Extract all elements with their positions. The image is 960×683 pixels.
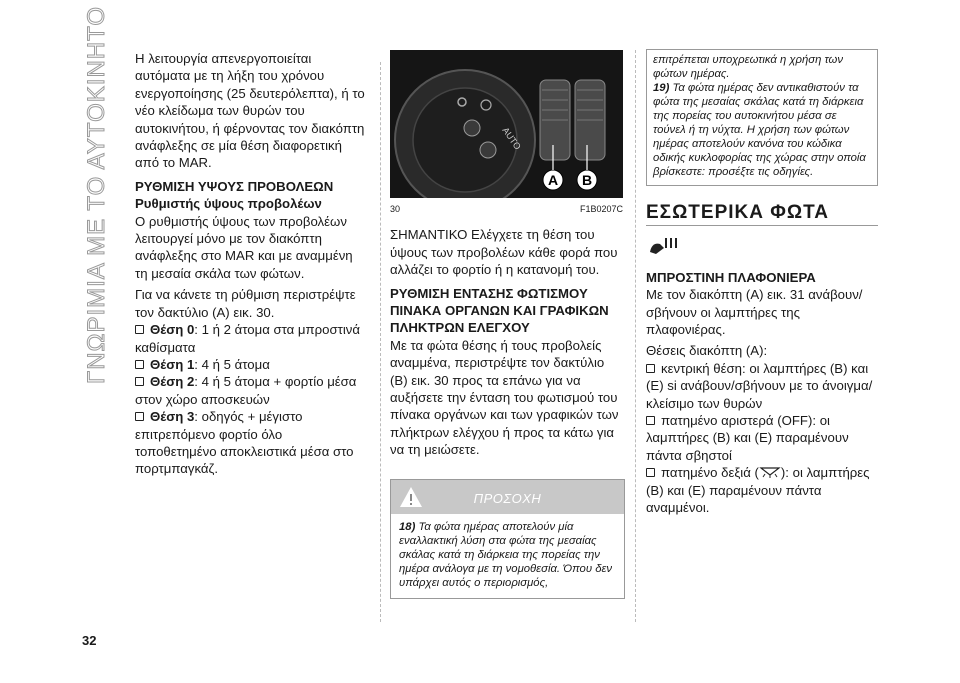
paragraph: Για να κάνετε τη ρύθμιση περιστρέψτε τον δακτύλιο (A) εικ. 30. bbox=[135, 287, 356, 320]
checkbox-bullet-icon bbox=[646, 468, 655, 477]
column-divider bbox=[380, 62, 382, 622]
figure-number: 30 bbox=[390, 204, 401, 214]
chapter-sidebar bbox=[80, 5, 114, 385]
paragraph: Με τον διακόπτη (A) εικ. 31 ανάβουν/σβήνουν οι λαμπτήρες της πλαφονιέρας. bbox=[646, 287, 863, 338]
warning-continuation: επιτρέπεται υποχρεωτικά η χρήση των φώτων ημέρας. 19) Τα φώτα ημέρας δεν αντικαθιστούν τα φώτα της μεσαίας σκάλας κατά τη διάρκεια της πορείας του αυτοκινήτου μέσα σε τούνελ ή τη νύχτα. Η χρήση των φώτων ημέρας αποτελούν κανόνα του κώδικα οδικής κυκλοφορίας της χώρας στην οποία βρίσκεστε: προσέξτε τις οδηγίες. bbox=[646, 49, 878, 186]
paragraph: Θέσεις διακόπτη (A): bbox=[646, 343, 768, 359]
figure-caption bbox=[390, 201, 623, 218]
door-open-lamp-icon bbox=[759, 466, 781, 478]
column-3 bbox=[646, 50, 878, 517]
intro-paragraph: Η λειτουργία απενεργοποιείται αυτόματα με τη λήξη του χρόνου ενεργοποίησης (25 δευτερόλεπτα), ή το νέο κλείδωμα των θυρών του αυτοκινήτου, ή φέρνοντας τον διακόπτη ανάφλεξης σε μία θέση διαφορετική από το MAR. bbox=[135, 51, 365, 171]
column-divider bbox=[635, 50, 637, 622]
sub-heading: Ρυθμιστής ύψους προβολέων bbox=[135, 196, 322, 212]
checkbox-bullet-icon bbox=[135, 412, 144, 421]
figure-code: F1B0207C bbox=[579, 204, 623, 214]
paragraph: Ο ρυθμιστής ύψους των προβολέων λειτουργεί μόνο με τον διακόπτη ανάφλεξης στο MAR και με αναμμένη τη μεσαία σκάλα των φώτων. bbox=[135, 213, 353, 281]
warning-header bbox=[391, 480, 624, 514]
checkbox-bullet-icon bbox=[646, 364, 655, 373]
checkbox-bullet-icon bbox=[646, 416, 655, 425]
section-heading: ΡΥΘΜΙΣΗ ΕΝΤΑΣΗΣ ΦΩΤΙΣΜΟΥ ΠΙΝΑΚΑ ΟΡΓΑΝΩΝ ΚΑΙ ΓΡΑΦΙΚΩΝ ΠΛΗΚΤΡΩΝ ΕΛΕΓΧΟΥ bbox=[390, 285, 609, 336]
warning-title: ΠΡΟΣΟΧΗ bbox=[473, 490, 542, 506]
column-1 bbox=[135, 50, 367, 478]
list-item: Θέση 0: 1 ή 2 άτομα στα μπροστινά καθίσματα bbox=[135, 322, 360, 355]
figure-30-light-switch bbox=[390, 50, 623, 198]
column-2 bbox=[390, 50, 623, 599]
list-item: πατημένο δεξιά ( ): οι λαμπτήρες (B) και (E) παραμένουν πάντα αναμμένοι. bbox=[646, 465, 870, 516]
page-number: 32 bbox=[82, 633, 97, 648]
checkbox-bullet-icon bbox=[135, 377, 144, 386]
interior-light-icon bbox=[646, 234, 878, 262]
chapter-title: ΓΝΩΡΙΜΙΑ ΜΕ ΤΟ ΑΥΤΟΚΙΝΗΤΟ bbox=[83, 5, 110, 385]
section-title: ΕΣΩΤΕΡΙΚΑ ΦΩΤΑ bbox=[646, 204, 878, 226]
callout-b: B bbox=[582, 172, 593, 188]
list-item: Θέση 3: οδηγός + μέγιστο επιτρεπόμενο φορτίο όλο τοποθετημένο αποκλειστικά μέσα στο πορτμπαγκάζ. bbox=[135, 409, 354, 477]
list-item: Θέση 1: 4 ή 5 άτομα bbox=[135, 356, 367, 373]
list-item: Θέση 2: 4 ή 5 άτομα + φορτίο μέσα στον χώρο αποσκευών bbox=[135, 374, 357, 407]
checkbox-bullet-icon bbox=[135, 360, 144, 369]
important-note: ΣΗΜΑΝΤΙΚΟ Ελέγχετε τη θέση του ύψους των προβολέων κάθε φορά που αλλάζει το φορτίο ή η κατανομή του. bbox=[390, 227, 618, 278]
callout-a: A bbox=[548, 172, 559, 188]
checkbox-bullet-icon bbox=[135, 325, 144, 334]
warning-box bbox=[390, 479, 625, 599]
light-switch-illustration bbox=[390, 50, 623, 198]
paragraph: Με τα φώτα θέσης ή τους προβολείς αναμμένα, περιστρέψτε τον δακτύλιο (B) εικ. 30 προς τα επάνω για να αυξήσετε την ένταση του φωτισμού του πίνακα οργάνων και των γραφικών των πλήκτρων ελέγχου ή προς τα κάτω για να τη μειώσετε. bbox=[390, 337, 619, 458]
section-heading: ΜΠΡΟΣΤΙΝΗ ΠΛΑΦΟΝΙΕΡΑ bbox=[646, 269, 816, 285]
auto-label: AUTO bbox=[500, 125, 523, 152]
list-item: κεντρική θέση: οι λαμπτήρες (B) και (E) si ανάβουν/σβήνουν με το άνοιγμα/κλείσιμο των θυρών bbox=[646, 360, 873, 411]
section-heading: ΡΥΘΜΙΣΗ ΥΨΟΥΣ ΠΡΟΒΟΛΕΩΝ bbox=[135, 178, 334, 194]
warning-text: 18) Τα φώτα ημέρας αποτελούν μία εναλλακτική λύση στα φώτα της μεσαίας σκάλας κατά τη διάρκεια της πορείας την ημέρα ανάλογα με τη νομοθεσία. Όπου δεν υπάρχει αυτός ο περιορισμός, bbox=[399, 520, 613, 589]
list-item: πατημένο αριστερά (OFF): οι λαμπτήρες (B) και (E) παραμένουν πάντα σβηστοί bbox=[646, 413, 849, 463]
